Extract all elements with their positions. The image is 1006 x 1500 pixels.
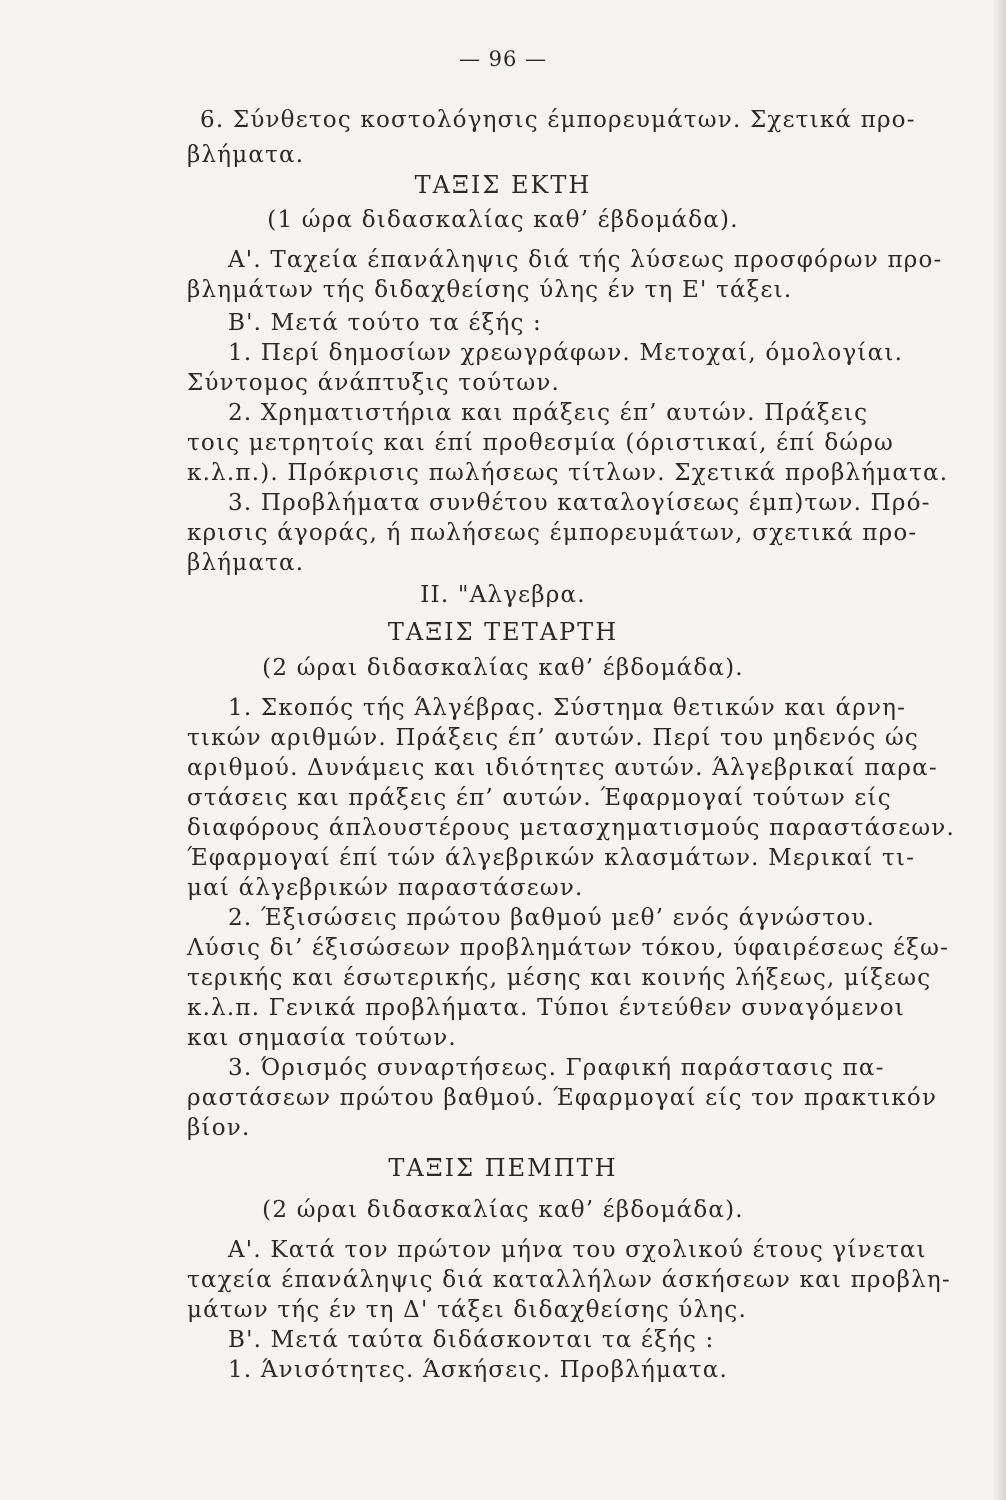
text-line: 1. Περί δημοσίων χρεωγράφων. Μετοχαί, όμολογίαι. [228,340,904,366]
text-line: αριθμού. Δυνάμεις και ιδιότητες αυτών. Άλγεβρικαί παρα- [187,755,938,781]
text-line: βλημάτων τής διδαχθείσης ύλης έν τη Ε' τάξει. [187,277,793,303]
section-subheading: (2 ώραι διδασκαλίας καθ’ έβδομάδα). [262,655,744,681]
text-line: 3. Όρισμός συναρτήσεως. Γραφική παράστασις πα- [228,1055,885,1081]
text-line: ταχεία έπανάληψις διά καταλλήλων άσκήσεων και προβλη- [187,1267,951,1293]
section-heading: ΤΑΞΙΣ ΤΕΤΑΡΤΗ [387,618,619,646]
text-line: διαφόρους άπλουστέρους μετασχηματισμούς παραστάσεων. [187,815,955,841]
text-line: 3. Προβλήματα συνθέτου καταλογίσεως έμπ)των. Πρό- [228,490,931,516]
text-line: μαί άλγεβρικών παραστάσεων. [187,875,584,901]
text-line: κ.λ.π. Γενικά προβλήματα. Τύποι έντεύθεν συναγόμενοι [187,995,905,1021]
section-subheading: (2 ώραι διδασκαλίας καθ’ έβδομάδα). [262,1197,744,1223]
text-line: βλήματα. [187,550,305,576]
text-line: Β'. Μετά τούτο τα έξής : [228,310,542,336]
text-line: Α'. Κατά τον πρώτον μήνα του σχολικού έτους γίνεται [228,1237,927,1263]
text-line: 1. Άνισότητες. Άσκήσεις. Προβλήματα. [228,1357,728,1383]
text-line: 2. Χρηματιστήρια και πράξεις έπ’ αυτών. Πράξεις [228,400,869,426]
text-line: βίον. [187,1115,251,1141]
text-line: τοις μετρητοίς και έπί προθεσμία (όριστικαί, έπί δώρω [187,430,894,456]
page-number: — 96 — [458,47,548,71]
text-line: 2. Έξισώσεις πρώτου βαθμού μεθ’ ενός άγνώστου. [228,905,875,931]
text-line: Έφαρμογαί έπί τών άλγεβρικών κλασμάτων. Μερικαί τι- [187,845,916,871]
text-line: Λύσις δι’ έξισώσεων προβλημάτων τόκου, ύφαιρέσεως έξω- [187,935,950,961]
part-heading: ΙΙ. "Αλγεβρα. [420,582,586,608]
text-line: τερικής και έσωτερικής, μέσης και κοινής λήξεως, μίξεως [187,965,932,991]
text-line: μάτων τής έν τη Δ' τάξει διδαχθείσης ύλης. [187,1297,747,1323]
text-line: 6. Σύνθετος κοστολόγησις έμπορευμάτων. Σχετικά προ- [200,107,916,133]
text-line: 1. Σκοπός τής Άλγέβρας. Σύστημα θετικών και άρνη- [228,695,907,721]
text-line: Β'. Μετά ταύτα διδάσκονται τα έξής : [228,1327,715,1353]
text-line: τικών αριθμών. Πράξεις έπ’ αυτών. Περί του μηδενός ώς [187,725,919,751]
text-line: βλήματα. [187,142,305,168]
text-line: κ.λ.π.). Πρόκρισις πωλήσεως τίτλων. Σχετικά προβλήματα. [187,460,949,486]
text-line: ραστάσεων πρώτου βαθμού. Έφαρμογαί είς τον πρακτικόν [187,1085,938,1111]
text-line: κρισις άγοράς, ή πωλήσεως έμπορευμάτων, σχετικά προ- [187,520,918,546]
text-line: στάσεις και πράξεις έπ’ αυτών. Έφαρμογαί τούτων είς [187,785,892,811]
section-heading: ΤΑΞΙΣ ΠΕΜΠΤΗ [388,1154,618,1182]
section-heading: ΤΑΞΙΣ ΕΚΤΗ [414,171,592,199]
text-line: Σύντομος άνάπτυξις τούτων. [187,370,561,396]
section-subheading: (1 ώρα διδασκαλίας καθ’ έβδομάδα). [267,207,739,233]
text-line: Α'. Ταχεία έπανάληψις διά τής λύσεως προσφόρων προ- [228,247,943,273]
text-line: και σημασία τούτων. [187,1025,457,1051]
